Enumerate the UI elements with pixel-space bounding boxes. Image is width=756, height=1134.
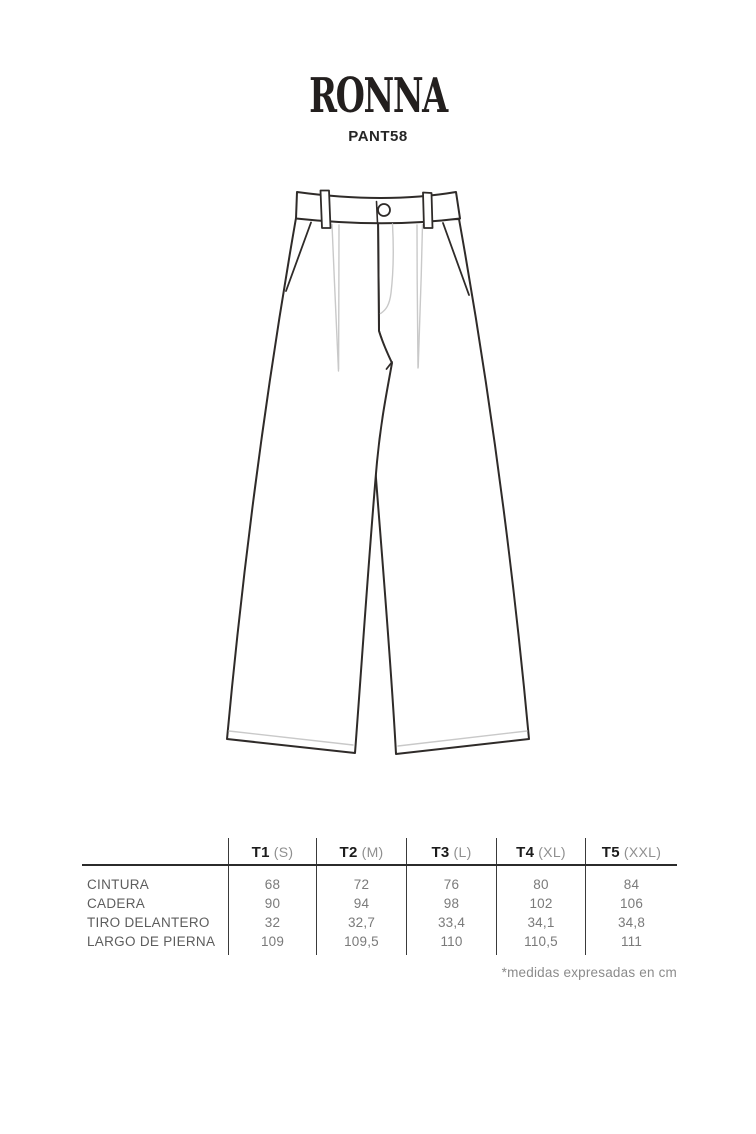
product-code: PANT58 — [348, 128, 408, 145]
measurement-value: 32,7 — [347, 915, 376, 930]
brand-logo: RONNA — [309, 68, 447, 124]
measurement-values-column-t3 — [406, 866, 496, 955]
left-belt-loop — [321, 191, 331, 229]
center-front-seam — [377, 202, 378, 224]
measurement-value: 32 — [264, 915, 281, 930]
size-column-header-t1 — [228, 838, 316, 864]
measurement-values-column-t1 — [228, 866, 316, 955]
measurement-value: 90 — [264, 896, 281, 911]
right-belt-loop — [423, 193, 433, 229]
size-table — [82, 838, 677, 955]
measurement-value: 98 — [443, 896, 460, 911]
units-footnote: *medidas expresadas en cm — [501, 965, 677, 980]
size-column-header-t4 — [496, 838, 585, 864]
measurement-value: 80 — [533, 877, 549, 892]
size-letter: (XXL) — [623, 844, 662, 860]
measurement-value: 34,8 — [617, 915, 646, 930]
size-code: T5 — [601, 843, 620, 861]
measurement-value: 109 — [260, 934, 285, 949]
size-column-header-t5 — [585, 838, 677, 864]
size-letter: (M) — [361, 844, 384, 860]
measurement-values-column-t5 — [585, 866, 677, 955]
measurement-value: 76 — [443, 877, 460, 892]
measurement-label: TIRO DELANTERO — [87, 915, 210, 930]
size-column-header-t2 — [316, 838, 406, 864]
measurement-value: 72 — [353, 877, 370, 892]
size-code: T2 — [339, 843, 358, 861]
pants-left-leg — [227, 218, 392, 753]
size-table-header-row — [82, 838, 677, 866]
measurement-value: 111 — [620, 934, 643, 949]
size-letter: (XL) — [538, 844, 566, 860]
size-column-header-t3 — [406, 838, 496, 864]
measurement-value: 84 — [623, 877, 640, 892]
measurement-label: CINTURA — [87, 877, 150, 892]
measurement-value: 34,1 — [527, 915, 555, 930]
measurement-values-column-t2 — [316, 866, 406, 955]
pants-technical-drawing — [150, 170, 570, 770]
measurement-value: 102 — [529, 896, 553, 911]
waist-button-icon — [378, 204, 390, 216]
measurement-label: LARGO DE PIERNA — [87, 934, 216, 949]
size-code: T4 — [516, 843, 535, 861]
measurement-label-column — [82, 866, 228, 955]
measurement-value: 110,5 — [524, 934, 558, 949]
size-code: T1 — [251, 843, 270, 861]
measurement-value: 110 — [440, 934, 463, 949]
size-code: T3 — [431, 843, 450, 861]
size-table-corner-cell — [82, 838, 228, 864]
measurement-label: CADERA — [87, 896, 146, 911]
measurement-values-column-t4 — [496, 866, 585, 955]
size-letter: (S) — [273, 844, 294, 860]
measurement-value: 68 — [264, 877, 281, 892]
size-letter: (L) — [453, 844, 472, 860]
measurement-value: 94 — [353, 896, 370, 911]
measurement-value: 106 — [619, 896, 644, 911]
measurement-value: 33,4 — [437, 915, 466, 930]
pants-right-leg — [375, 219, 529, 754]
measurement-value: 109,5 — [344, 934, 379, 949]
size-table-body — [82, 866, 677, 955]
